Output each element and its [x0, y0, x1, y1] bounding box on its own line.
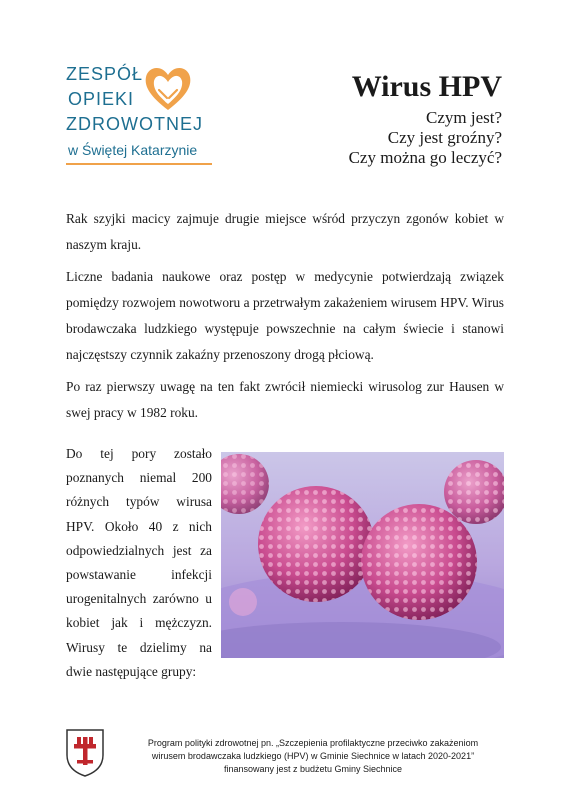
question-2: Czy jest groźny?: [387, 128, 502, 147]
paragraph-3: Po raz pierwszy uwagę na ten fakt zwrócił niemiecki wirusolog zur Hausen w swej pracy w 1982 roku.: [66, 379, 504, 420]
funding-line-3: finansowany jest z budżetu Gminy Siechnice: [223, 764, 403, 774]
siechnice-coat-of-arms-icon: [64, 727, 106, 777]
logo-line-1: ZESPÓŁ: [66, 64, 144, 84]
question-1: Czym jest?: [425, 108, 502, 127]
virus-particles-illustration: [221, 452, 504, 658]
side-paragraph: Do tej pory zostało poznanych niemal 200 różnych typów wirusa HPV. Około 40 z nich odpowiedzialnych jest za powstawanie infekcji urogenitalnych zarówno u kobiet jak i mężczyzn. Wirusy te dzielimy na dwie następujące grupy:: [66, 446, 212, 679]
page-title: Wirus HPV: [351, 70, 502, 103]
organization-logo: [62, 62, 237, 172]
logo-subline: w Świętej Katarzynie: [68, 142, 198, 158]
funding-line-2: wirusem brodawczaka ludzkiego (HPV) w Gminie Siechnice w latach 2020-2021”: [151, 751, 475, 761]
logo-line-3: ZDROWOTNEJ: [66, 114, 203, 134]
paragraph-1: Rak szyjki macicy zajmuje drugie miejsce wśród przyczyn zgonów kobiet w naszym kraju.: [66, 211, 504, 252]
question-3: Czy można go leczyć?: [348, 148, 502, 167]
funding-line-1: Program polityki zdrowotnej pn. „Szczepienia profilaktyczne przeciwko zakażeniom: [147, 738, 479, 748]
logo-underline: [66, 163, 212, 165]
funding-note: [118, 737, 508, 776]
heart-hands-icon: [143, 64, 193, 112]
logo-line-2: OPIEKI: [68, 89, 135, 109]
paragraph-2: Liczne badania naukowe oraz postęp w medycynie potwierdzają związek pomiędzy rozwojem nowotworu a przetrwałym zakażeniem wirusem HPV. Wirus brodawczaka ludzkiego występuje powszechnie na całym świecie i stanowi najczęstszy czynnik zakaźny przenoszony drogą płciową.: [66, 269, 504, 362]
